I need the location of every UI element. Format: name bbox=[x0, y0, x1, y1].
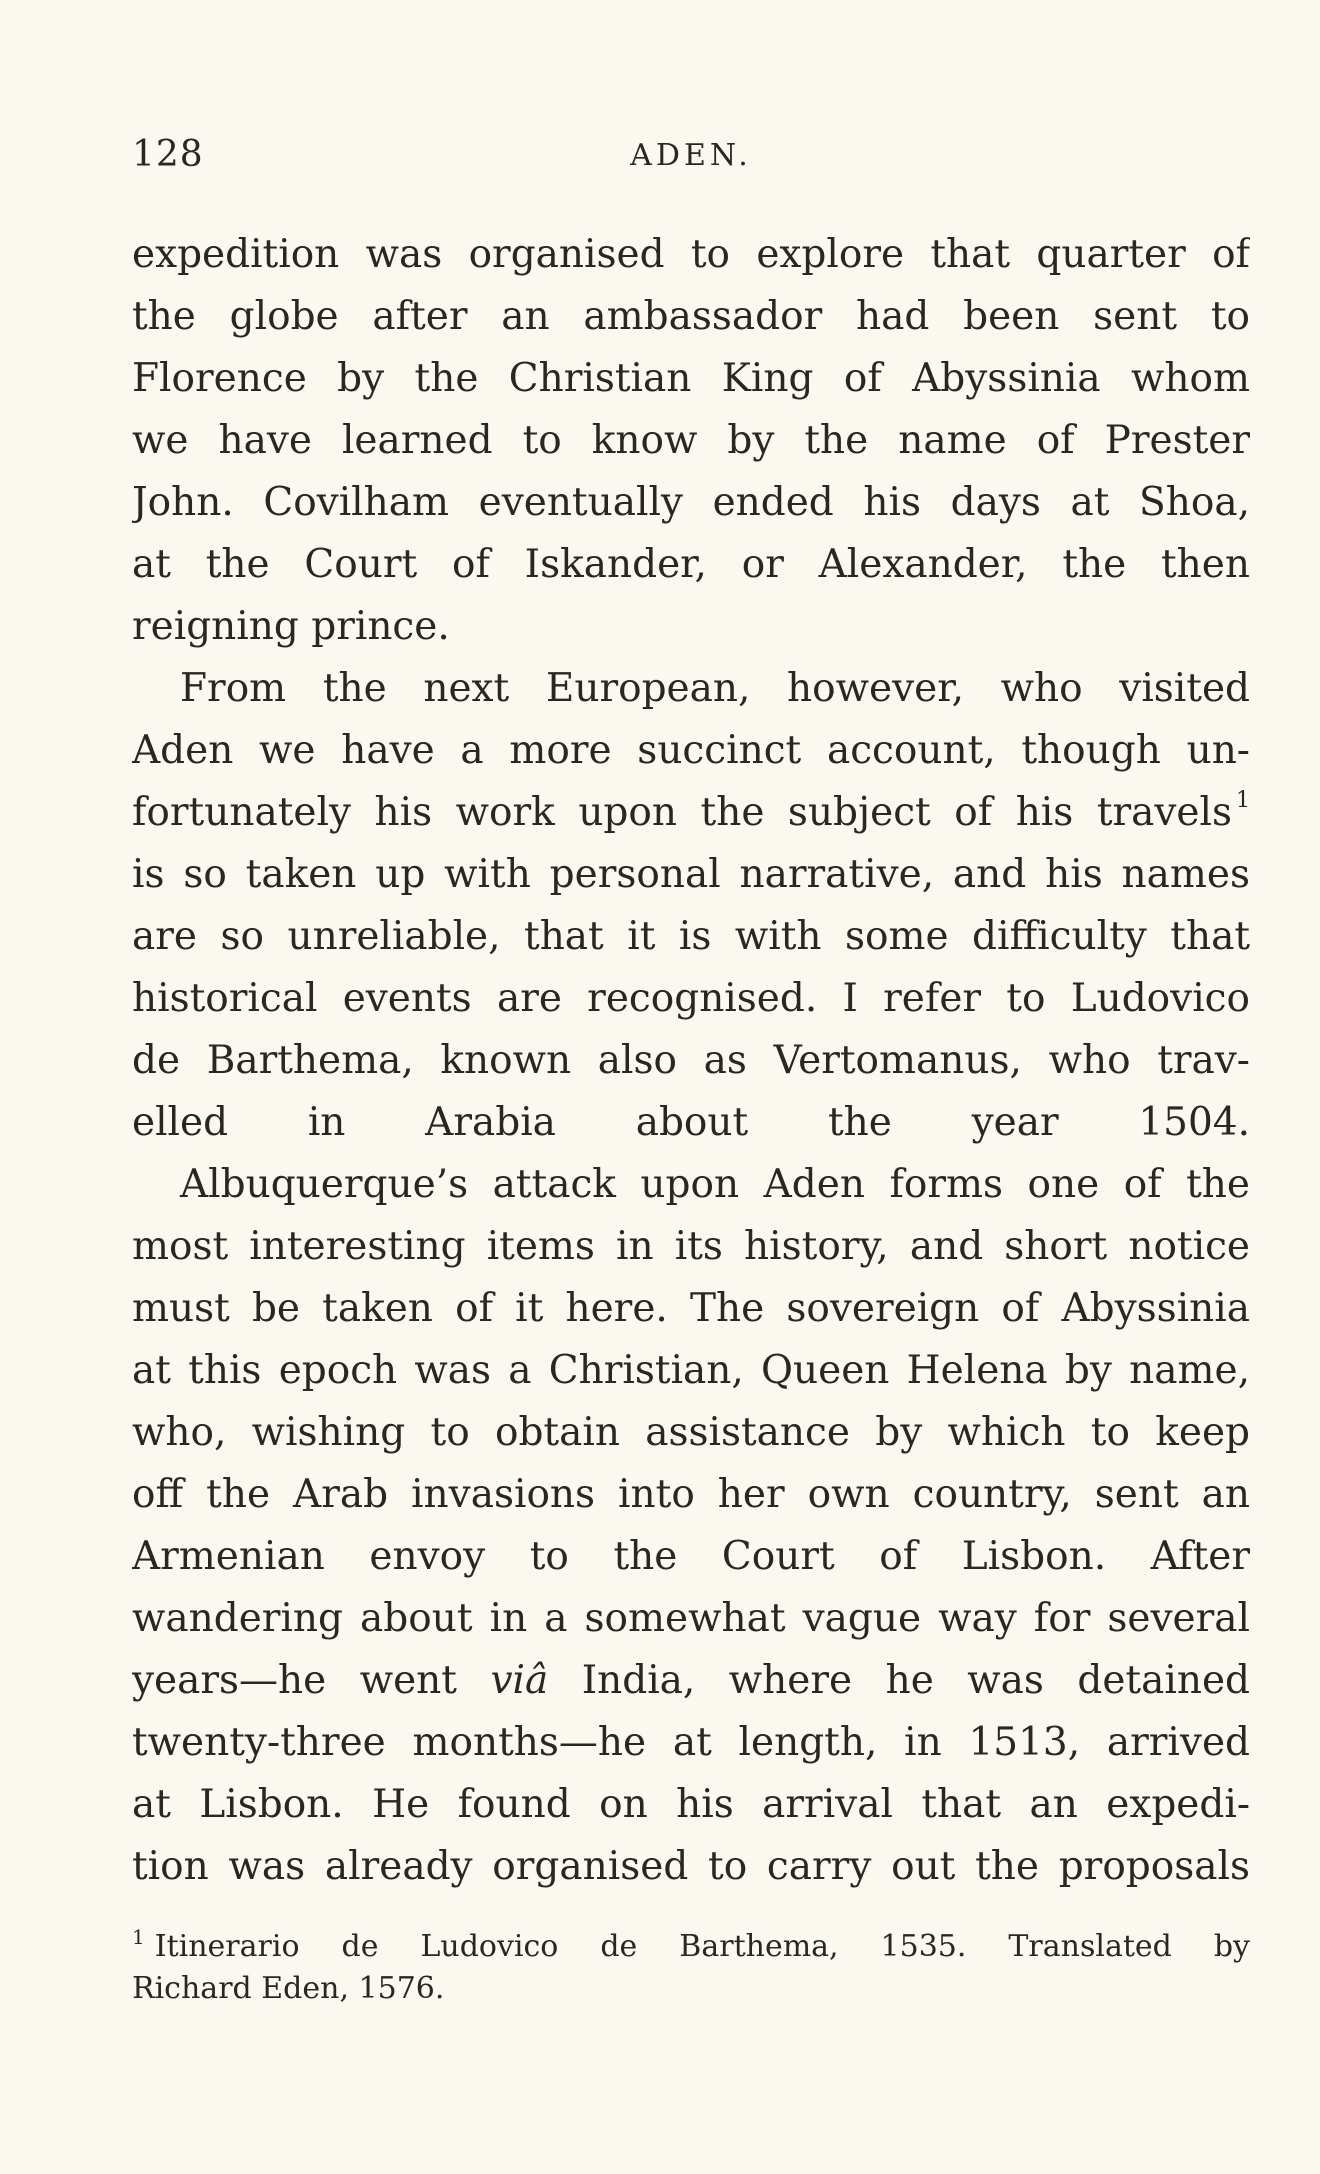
text-line: From the next European, however, who visited bbox=[180, 666, 1250, 711]
page-number: 128 bbox=[132, 134, 204, 175]
running-head bbox=[132, 134, 1250, 182]
text-line-with-footnote-ref bbox=[132, 782, 1250, 844]
text-line: Armenian envoy to the Court of Lisbon. After bbox=[132, 1534, 1250, 1579]
text-line: must be taken of it here. The sovereign of Abyssinia bbox=[132, 1286, 1250, 1331]
text-line: twenty-three months—he at length, in 1513, arrived bbox=[132, 1720, 1250, 1765]
footnote-reference: 1 bbox=[1236, 788, 1250, 813]
text-line: are so unreliable, that it is with some difficulty that bbox=[132, 914, 1250, 959]
footnote bbox=[132, 1926, 1250, 2010]
footnote-mark: 1 bbox=[132, 1926, 145, 1949]
text-line: Florence by the Christian King of Abyssinia whom bbox=[132, 356, 1250, 401]
text-line-with-italic bbox=[132, 1650, 1250, 1712]
text-line: Aden we have a more succinct account, though un- bbox=[132, 728, 1250, 773]
text-fragment: India, where he was detained bbox=[581, 1658, 1250, 1703]
text-line: at this epoch was a Christian, Queen Helena by name, bbox=[132, 1348, 1250, 1393]
text-fragment: fortunately his work upon the subject of his travels bbox=[132, 790, 1232, 835]
footnote-text: Itinerario de Ludovico de Barthema, 1535. Translated by bbox=[154, 1929, 1250, 1964]
text-line: expedition was organised to explore that quarter of bbox=[132, 232, 1250, 277]
text-line: elled in Arabia about the year 1504. bbox=[132, 1100, 1250, 1145]
text-line: who, wishing to obtain assistance by which to keep bbox=[132, 1410, 1250, 1455]
text-line: at Lisbon. He found on his arrival that an expedi- bbox=[132, 1782, 1250, 1827]
paragraph-3 bbox=[132, 1154, 1250, 1898]
text-line: the globe after an ambassador had been sent to bbox=[132, 294, 1250, 339]
text-line: most interesting items in its history, and short notice bbox=[132, 1224, 1250, 1269]
text-line: we have learned to know by the name of Prester bbox=[132, 418, 1250, 463]
text-line: wandering about in a somewhat vague way for several bbox=[132, 1596, 1250, 1641]
text-line: John. Covilham eventually ended his days at Shoa, bbox=[132, 480, 1250, 525]
text-line: off the Arab invasions into her own country, sent an bbox=[132, 1472, 1250, 1517]
text-line: at the Court of Iskander, or Alexander, the then bbox=[132, 542, 1250, 587]
text-line: historical events are recognised. I refer to Ludovico bbox=[132, 976, 1250, 1021]
paragraph-1 bbox=[132, 224, 1250, 658]
paragraph-2 bbox=[132, 658, 1250, 1154]
text-line: reigning prince. bbox=[132, 604, 450, 649]
running-title: ADEN. bbox=[630, 138, 752, 173]
footnote-line bbox=[132, 1926, 1250, 1968]
body-text bbox=[132, 224, 1250, 1898]
text-line: Albuquerque’s attack upon Aden forms one of the bbox=[180, 1162, 1250, 1207]
text-line: de Barthema, known also as Vertomanus, who trav- bbox=[132, 1038, 1250, 1083]
text-line: is so taken up with personal narrative, and his names bbox=[132, 852, 1250, 897]
text-fragment: years—he went bbox=[132, 1658, 457, 1703]
text-line: tion was already organised to carry out the proposals bbox=[132, 1844, 1250, 1889]
footnote-line: Richard Eden, 1576. bbox=[132, 1971, 445, 2006]
italic-word: viâ bbox=[490, 1658, 549, 1703]
